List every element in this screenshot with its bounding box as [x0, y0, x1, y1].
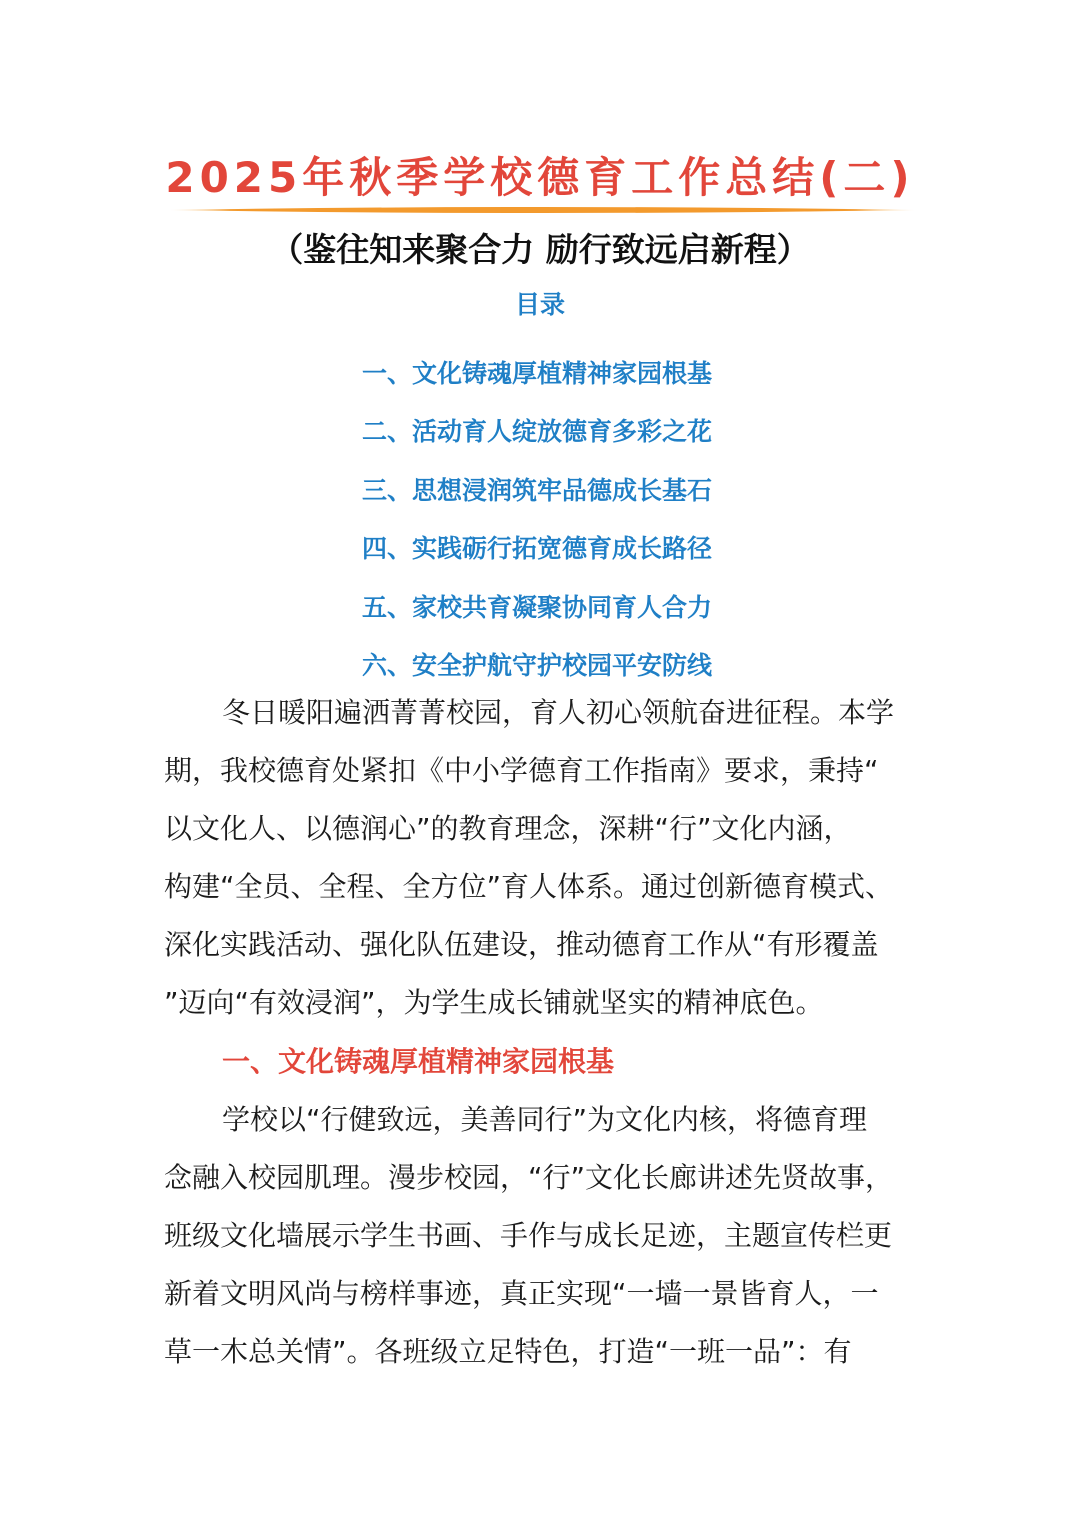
paragraph-line: 班级文化墙展示学生书画、手作与成长足迹，主题宣传栏更	[164, 1219, 893, 1252]
paragraph-line: 构建“全员、全程、全方位”育人体系。通过创新德育模式、	[164, 870, 894, 903]
document-subtitle: （鉴往知来聚合力 励行致远启新程）	[270, 230, 810, 269]
toc-item[interactable]: 四、实践砺行拓宽德育成长路径	[362, 534, 713, 564]
toc-item[interactable]: 一、文化铸魂厚植精神家园根基	[362, 359, 713, 388]
toc-item[interactable]: 二、活动育人绽放德育多彩之花	[362, 417, 713, 447]
section-heading: 一、文化铸魂厚植精神家园根基	[222, 1045, 615, 1078]
paragraph-line: 冬日暖阳遍洒菁菁校园，育人初心领航奋进征程。本学	[222, 696, 895, 729]
paragraph-line: 深化实践活动、强化队伍建设，推动德育工作从“有形覆盖	[164, 928, 879, 961]
title-underline-decoration	[170, 205, 915, 215]
paragraph-line: 期，我校德育处紧扣《中小学德育工作指南》要求，秉持“	[164, 754, 879, 787]
document-title: 2025年秋季学校德育工作总结(二)	[165, 153, 915, 202]
section-paragraph	[164, 1091, 936, 1381]
intro-paragraph	[164, 684, 936, 1032]
paragraph-line: 以文化人、以德润心”的教育理念，深耕“行”文化内涵，	[164, 812, 852, 845]
paragraph-line: 草一木总关情”。各班级立足特色，打造“一班一品”：有	[164, 1335, 852, 1368]
paragraph-line: 念融入校园肌理。漫步校园，“行”文化长廊讲述先贤故事，	[164, 1161, 894, 1194]
toc-heading: 目录	[514, 290, 565, 319]
title-container	[160, 148, 920, 208]
toc-list	[362, 345, 712, 695]
paragraph-line: 新着文明风尚与榜样事迹，真正实现“一墙一景皆育人，一	[164, 1277, 879, 1310]
paragraph-line: 学校以“行健致远，美善同行”为文化内核，将德育理	[222, 1103, 868, 1136]
toc-item[interactable]: 三、思想浸润筑牢品德成长基石	[362, 475, 713, 505]
toc-item[interactable]: 五、家校共育凝聚协同育人合力	[362, 592, 713, 622]
paragraph-line: ”迈向“有效浸润”，为学生成长铺就坚实的精神底色。	[164, 986, 824, 1019]
toc-item[interactable]: 六、安全护航守护校园平安防线	[362, 650, 713, 680]
